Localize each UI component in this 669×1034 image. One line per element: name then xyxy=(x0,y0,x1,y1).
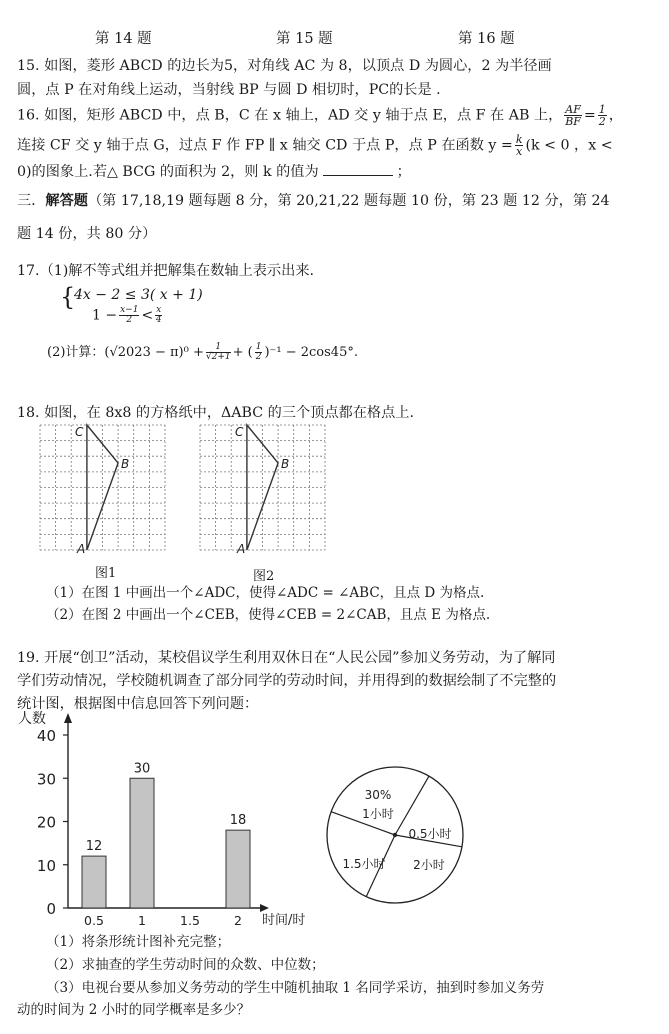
y-tick-label: 30 xyxy=(36,770,56,789)
pie-chart xyxy=(320,760,470,910)
q19-line1: 19. 开展“创卫”活动，某校倡议学生利用双休日在“人民公园”参加义务劳动，为了解同 xyxy=(17,650,556,666)
vertex-b: B xyxy=(121,457,130,471)
bar xyxy=(226,830,250,908)
q19-task4: 动的时间为 2 小时的同学概率是多少？ xyxy=(17,1002,251,1018)
grid-figure-2 xyxy=(195,420,335,555)
x-tick-label: 2 xyxy=(234,913,242,928)
q18-task2: （2）在图 2 中画出一个∠CEB，使得∠CEB = 2∠CAB，且点 E 为格点. xyxy=(46,607,491,623)
pie-slice-label: 2小时 xyxy=(413,858,445,872)
y-tick-label: 20 xyxy=(36,813,56,832)
pie-slice-label: 1.5小时 xyxy=(342,857,386,871)
q19-task2: （2）求抽查的学生劳动时间的众数、中位数； xyxy=(46,957,325,973)
q18-task1: （1）在图 1 中画出一个∠ADC，使得∠ADC = ∠ABC，且点 D 为格点. xyxy=(46,585,485,601)
x-axis-arrow xyxy=(260,904,269,912)
fraction-k-x: $\frac{k}{x}$ xyxy=(515,133,523,158)
pie-slice-label: 0.5小时 xyxy=(408,827,452,841)
q19-line3: 统计图，根据图中信息回答下列问题： xyxy=(17,696,259,712)
bar-value-label: 18 xyxy=(229,813,247,829)
y-tick-label: 0 xyxy=(46,900,56,918)
inequality-1: 4x − 2 ≤ 3( x + 1) xyxy=(74,287,203,303)
vertex-b: B xyxy=(281,457,290,471)
q17-line1: 17.（1)解不等式组并把解集在数轴上表示出来. xyxy=(17,263,315,279)
bar-chart xyxy=(10,710,330,935)
pie-center xyxy=(393,833,397,837)
grid-figure-1 xyxy=(35,420,175,555)
q19-line2: 学们劳动情况，学校随机调查了部分同学的劳动时间，并用得到的数据绘制了不完整的 xyxy=(17,673,557,689)
pie-slice-label: 1小时 xyxy=(362,807,394,821)
figure-1-label: 图1 xyxy=(95,566,117,581)
vertex-c: C xyxy=(235,425,244,439)
y-tick-label: 40 xyxy=(36,727,56,745)
figure-label-16: 第 16 题 xyxy=(458,31,515,47)
bar-axes xyxy=(18,710,305,928)
y-axis-arrow xyxy=(64,713,72,723)
vertex-a: A xyxy=(77,542,86,555)
x-tick-label: 1.5 xyxy=(180,913,200,928)
answer-blank[interactable] xyxy=(323,163,393,176)
bar xyxy=(82,856,106,908)
q15-line2: 圆，点 P 在对角线上运动，当射线 BP 与圆 D 相切时，PC的长是 . xyxy=(17,82,441,98)
q19-task3: （3）电视台要从参加义务劳动的学生中随机抽取 1 名同学采访，抽到时参加义务劳 xyxy=(46,980,545,996)
bar xyxy=(130,778,154,908)
section3-heading-cont: 题 14 份，共 80 分） xyxy=(17,226,157,242)
bar-marks xyxy=(82,761,250,908)
x-tick-label: 1 xyxy=(138,913,146,928)
q16-line2: 连接 CF 交 y 轴于点 G，过点 F 作 FP ∥ x 轴交 CD 于点 P，点 P 在函数 y = $\frac{k}{x}$ (k < 0 ，x < xyxy=(17,133,613,158)
section3-heading: 三．解答题（第 17,18,19 题每题 8 分，第 20,21,22 题每题 10 份，第 23 题 12 分，第 24 xyxy=(17,193,610,209)
q16-line1: 16. 如图，矩形 ABCD 中，点 B，C 在 x 轴上，AD 交 y 轴于点 E，点 F 在 AB 上， $\frac{AF}{BF}$ = $\frac{1}{2}$ ， xyxy=(17,103,623,128)
q15-line1: 15. 如图，菱形 ABCD 的边长为5，对角线 AC 为 8，以顶点 D 为圆心，2 为半径画 xyxy=(17,58,552,74)
bar-value-label: 30 xyxy=(133,761,151,777)
fraction-one-half: $\frac{1}{2}$ xyxy=(598,103,606,128)
x-tick-label: 0.5 xyxy=(84,913,104,928)
q16-line1-text: 16. 如图，矩形 ABCD 中，点 B，C 在 x 轴上，AD 交 y 轴于点 E，点 F 在 AB 上， xyxy=(17,107,563,124)
pie-percent-label: 30% xyxy=(364,788,392,802)
figure-label-14: 第 14 题 xyxy=(95,31,152,47)
q18-line1: 18. 如图，在 8x8 的方格纸中，ΔABC 的三个顶点都在格点上. xyxy=(17,405,414,421)
fraction-af-bf: $\frac{AF}{BF}$ xyxy=(565,103,581,128)
q16-line3: 0)的图象上.若△ BCG 的面积为 2，则 k 的值为 ； xyxy=(17,164,411,180)
bar-value-label: 12 xyxy=(85,839,103,855)
vertex-a: A xyxy=(237,542,246,555)
q17-part2: (2)计算：(√2023 − π)⁰ + $\frac{1}{√2+1}$ + ( $\frac{1}{2}$ )⁻¹ − 2cos45°. xyxy=(47,342,358,362)
x-axis-label: 时间/时 xyxy=(262,913,306,928)
vertex-c: C xyxy=(75,425,84,439)
figure-2-label: 图2 xyxy=(253,569,275,584)
y-axis-label: 人数 xyxy=(18,711,46,727)
system-brace: { xyxy=(60,283,76,311)
q19-task1: （1）将条形统计图补充完整； xyxy=(46,934,231,950)
y-tick-label: 10 xyxy=(36,856,56,875)
figure-label-15: 第 15 题 xyxy=(276,31,333,47)
inequality-2: 1 − $\frac{x-1}{2}$ < $\frac{x}{4}$ xyxy=(92,305,162,325)
